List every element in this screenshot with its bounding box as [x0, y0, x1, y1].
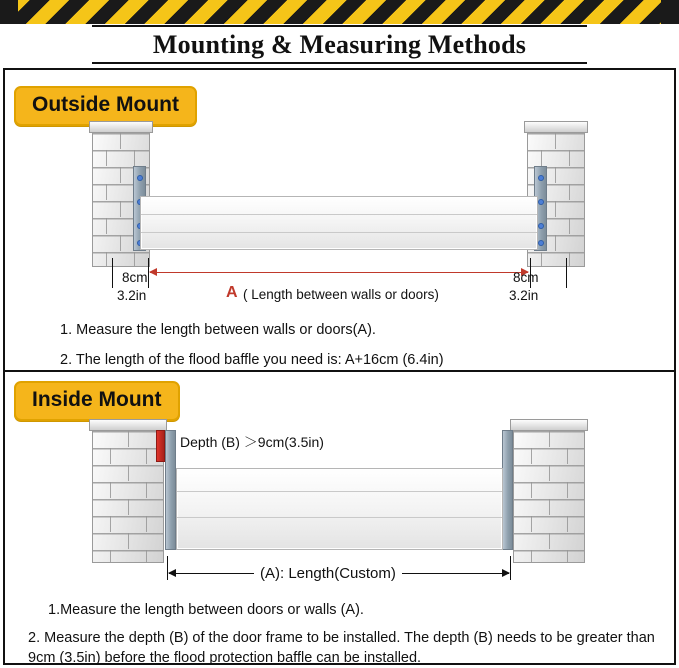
inside-right-pillar [513, 430, 585, 563]
outside-left-offset-in: 3.2in [117, 288, 147, 303]
inside-length-label: (A): Length(Custom) [254, 565, 402, 582]
title-rule-bottom [92, 62, 587, 64]
section-divider [5, 370, 674, 372]
brick-joint [128, 465, 129, 481]
dim-arrow-left [149, 268, 157, 276]
dim-label-A [226, 284, 238, 302]
hazard-stripe-cap-left [0, 0, 18, 24]
brick-joint [106, 218, 107, 234]
rail-screw [539, 241, 543, 245]
brick-joint [120, 201, 121, 217]
inside-depth-label: Depth (B) ＞9cm(3.5in) [180, 434, 324, 450]
title-bar [0, 24, 679, 66]
brick-joint [555, 133, 556, 149]
section-tag-inside-mount: Inside Mount [14, 381, 180, 421]
brick-joint [531, 550, 532, 562]
brick-joint [110, 516, 111, 532]
outside-flood-baffle-panel [140, 196, 538, 250]
brick-joint [531, 448, 532, 464]
inside-right-mounting-rail [502, 430, 513, 550]
brick-joint [567, 550, 568, 562]
brick-joint [110, 550, 111, 562]
brick-joint [128, 499, 129, 515]
dim-label-A-description: ( Length between walls or doors) [243, 287, 439, 302]
brick-joint [146, 516, 147, 532]
dim-tick-left-outer [112, 258, 113, 288]
brick-joint [110, 448, 111, 464]
brick-joint [549, 499, 550, 515]
brick-joint [541, 150, 542, 166]
brick-joint [567, 516, 568, 532]
brick-joint [549, 431, 550, 447]
brick-joint [549, 533, 550, 549]
brick-joint [106, 184, 107, 200]
brick-joint [120, 235, 121, 251]
inside-note-1: 1.Measure the length between doors or walls (A). [48, 602, 364, 618]
brick-joint [531, 516, 532, 532]
inside-dim-arrow-left [168, 569, 176, 577]
hazard-stripe-cap-right [661, 0, 679, 24]
panel-seam [141, 214, 537, 215]
inside-depth-marker-red [156, 430, 165, 462]
brick-joint [567, 482, 568, 498]
brick-joint [120, 167, 121, 183]
inside-left-pillar [92, 430, 164, 563]
brick-joint [128, 431, 129, 447]
brick-joint [541, 252, 542, 266]
rail-screw [539, 176, 543, 180]
brick-joint [531, 482, 532, 498]
brick-joint [569, 252, 570, 266]
brick-joint [569, 218, 570, 234]
inside-dim-arrow-right [502, 569, 510, 577]
rail-screw [138, 176, 142, 180]
inside-flood-baffle-panel [176, 468, 503, 550]
dim-tick-right-outer [566, 258, 567, 288]
title-rule-top [92, 25, 587, 27]
dim-line-A [150, 272, 528, 273]
panel-seam [177, 491, 502, 492]
inside-dim-tick-right [510, 556, 511, 580]
inside-note-2: 2. Measure the depth (B) of the door frame to be installed. The depth (B) needs to be greater than 9cm (3.5in) before the flood protection baffle can be installed. [28, 630, 655, 666]
page-title: Mounting & Measuring Methods [152, 30, 527, 59]
section-tag-outside-mount: Outside Mount [14, 86, 197, 126]
brick-joint [146, 482, 147, 498]
outside-note-2: 2. The length of the flood baffle you need is: A+16cm (6.4in) [60, 352, 444, 368]
brick-joint [128, 533, 129, 549]
brick-joint [555, 167, 556, 183]
inside-left-mounting-rail [165, 430, 176, 550]
outside-right-offset-cm: 8cm [513, 270, 539, 285]
brick-joint [120, 133, 121, 149]
panel-seam [177, 517, 502, 518]
outside-right-offset-in: 3.2in [509, 288, 539, 303]
outside-note-1: 1. Measure the length between walls or doors(A). [60, 322, 376, 338]
rail-screw [539, 200, 543, 204]
panel-seam [141, 232, 537, 233]
brick-joint [146, 448, 147, 464]
brick-joint [555, 201, 556, 217]
brick-joint [569, 150, 570, 166]
brick-joint [555, 235, 556, 251]
brick-joint [549, 465, 550, 481]
hazard-stripe-banner [0, 0, 679, 26]
dim-label-A-letter: A [226, 284, 238, 301]
brick-joint [146, 550, 147, 562]
brick-joint [134, 150, 135, 166]
brick-joint [134, 252, 135, 266]
outside-left-offset-cm: 8cm [122, 270, 148, 285]
brick-joint [110, 482, 111, 498]
rail-screw [539, 224, 543, 228]
brick-joint [569, 184, 570, 200]
brick-joint [567, 448, 568, 464]
brick-joint [106, 150, 107, 166]
brick-joint [106, 252, 107, 266]
